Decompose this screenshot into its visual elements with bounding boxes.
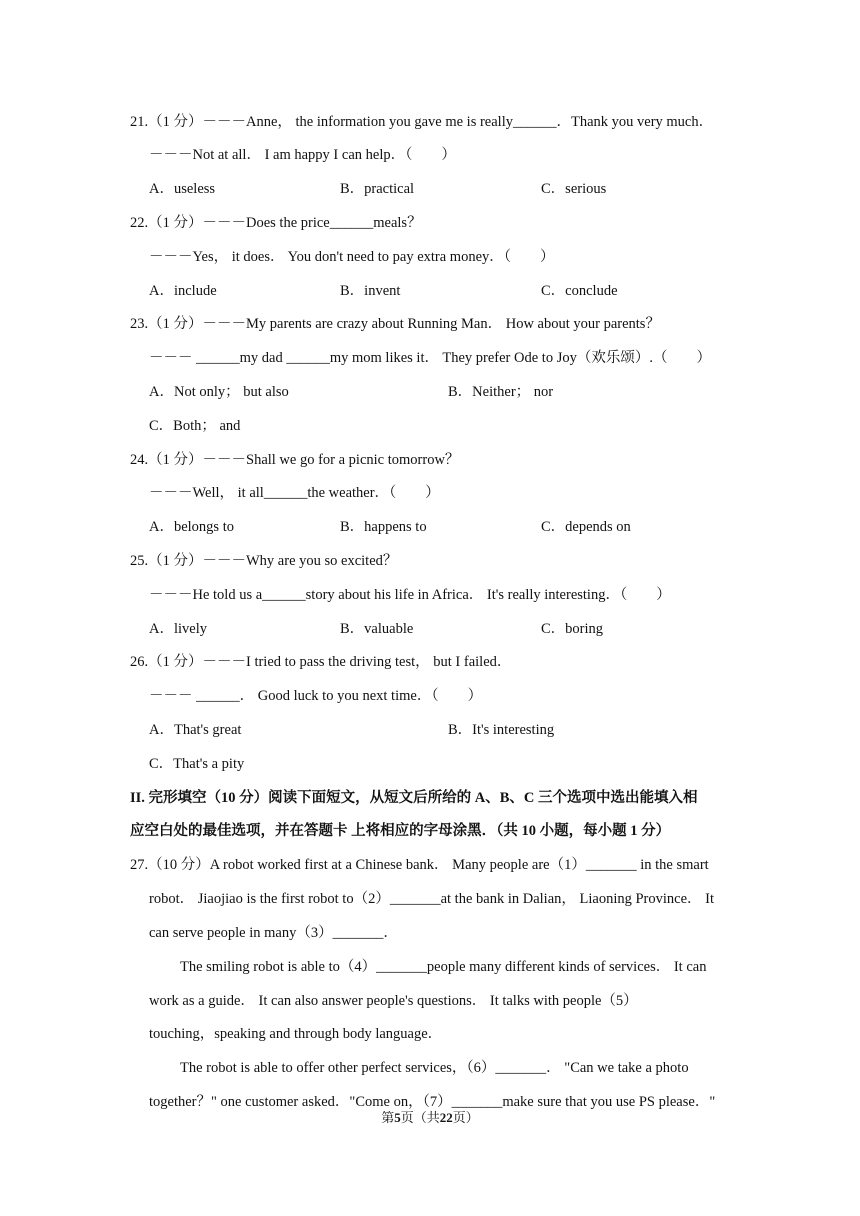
q24-option-b: B．happens to <box>340 519 427 535</box>
q26-option-a: A．That's great <box>149 722 242 738</box>
q23-option-b: B．Neither； nor <box>448 384 554 400</box>
q21-option-b: B．practical <box>340 181 415 197</box>
q24-reply: －－－Well， it all______the weather．（ ） <box>149 485 440 501</box>
q24-stem: 24.（1 分）－－－Shall we go for a picnic tomorrow？ <box>130 452 460 468</box>
footer-page-number: 5 <box>394 1110 401 1125</box>
q23-stem: 23.（1 分）－－－My parents are crazy about Running Man． How about your parents？ <box>130 316 660 332</box>
q26-option-c: C．That's a pity <box>149 756 245 772</box>
q22-stem: 22.（1 分）－－－Does the price______meals？ <box>130 215 422 231</box>
q25-reply: －－－He told us a______story about his life in Africa． It's really interesting．（ ） <box>149 587 671 603</box>
q27-line-1: 27.（10 分）A robot worked first at a Chinese bank． Many people are（1）_______ in the smart <box>130 857 709 873</box>
section-2-heading-line-1: II. 完形填空（10 分）阅读下面短文，从短文后所给的 A、B、C 三个选项中选出能填入相 <box>130 790 698 806</box>
q25-option-b: B．valuable <box>340 621 414 637</box>
q27-line-8: together？" one customer asked．"Come on，（7）_______make sure that you use PS please．" <box>149 1094 716 1110</box>
q26-option-b: B．It's interesting <box>448 722 555 738</box>
footer-mid: 页（共 <box>400 1110 440 1125</box>
q27-line-4: The smiling robot is able to（4）_______people many different kinds of services． It can <box>180 959 707 975</box>
q24-option-c: C．depends on <box>541 519 631 535</box>
q23-reply: －－－ ______my dad ______my mom likes it． They prefer Ode to Joy（欢乐颂）.（ ） <box>149 350 711 366</box>
q25-option-a: A．lively <box>149 621 207 637</box>
q27-line-7: The robot is able to offer other perfect services，（6）_______． "Can we take a photo <box>180 1060 689 1076</box>
q23-option-a: A．Not only； but also <box>149 384 289 400</box>
q21-option-a: A．useless <box>149 181 216 197</box>
q27-line-5: work as a guide． It can also answer people's questions． It talks with people（5） <box>149 993 638 1009</box>
footer-total-pages: 22 <box>439 1110 453 1125</box>
q25-option-c: C．boring <box>541 621 604 637</box>
q21-reply: －－－Not at all． I am happy I can help．（ ） <box>149 147 456 163</box>
q22-option-a: A．include <box>149 283 217 299</box>
q22-reply: －－－Yes， it does． You don't need to pay extra money．（ ） <box>149 249 555 265</box>
q26-reply: －－－ ______． Good luck to you next time．（ ） <box>149 688 483 704</box>
page-footer <box>0 1109 860 1127</box>
q23-option-c: C．Both； and <box>149 418 241 434</box>
q27-line-6: touching，speaking and through body language． <box>149 1026 443 1042</box>
section-2-heading-line-2: 应空白处的最佳选项，并在答题卡 上将相应的字母涂黑．（共 10 小题，每小题 1 分） <box>130 823 671 839</box>
q27-line-3: can serve people in many（3）_______． <box>149 925 398 941</box>
q27-line-2: robot． Jiaojiao is the first robot to（2）_______at the bank in Dalian， Liaoning Province． It <box>149 891 715 907</box>
footer-suffix: 页） <box>452 1110 479 1125</box>
q21-option-c: C．serious <box>541 181 607 197</box>
footer-prefix: 第 <box>381 1110 395 1125</box>
q26-stem: 26.（1 分）－－－I tried to pass the driving test， but I failed． <box>130 654 512 670</box>
q22-option-b: B．invent <box>340 283 401 299</box>
q21-stem: 21.（1 分）－－－Anne， the information you gave me is really______．Thank you very much． <box>130 114 714 130</box>
q25-stem: 25.（1 分）－－－Why are you so excited？ <box>130 553 398 569</box>
q22-option-c: C．conclude <box>541 283 618 299</box>
q24-option-a: A．belongs to <box>149 519 234 535</box>
